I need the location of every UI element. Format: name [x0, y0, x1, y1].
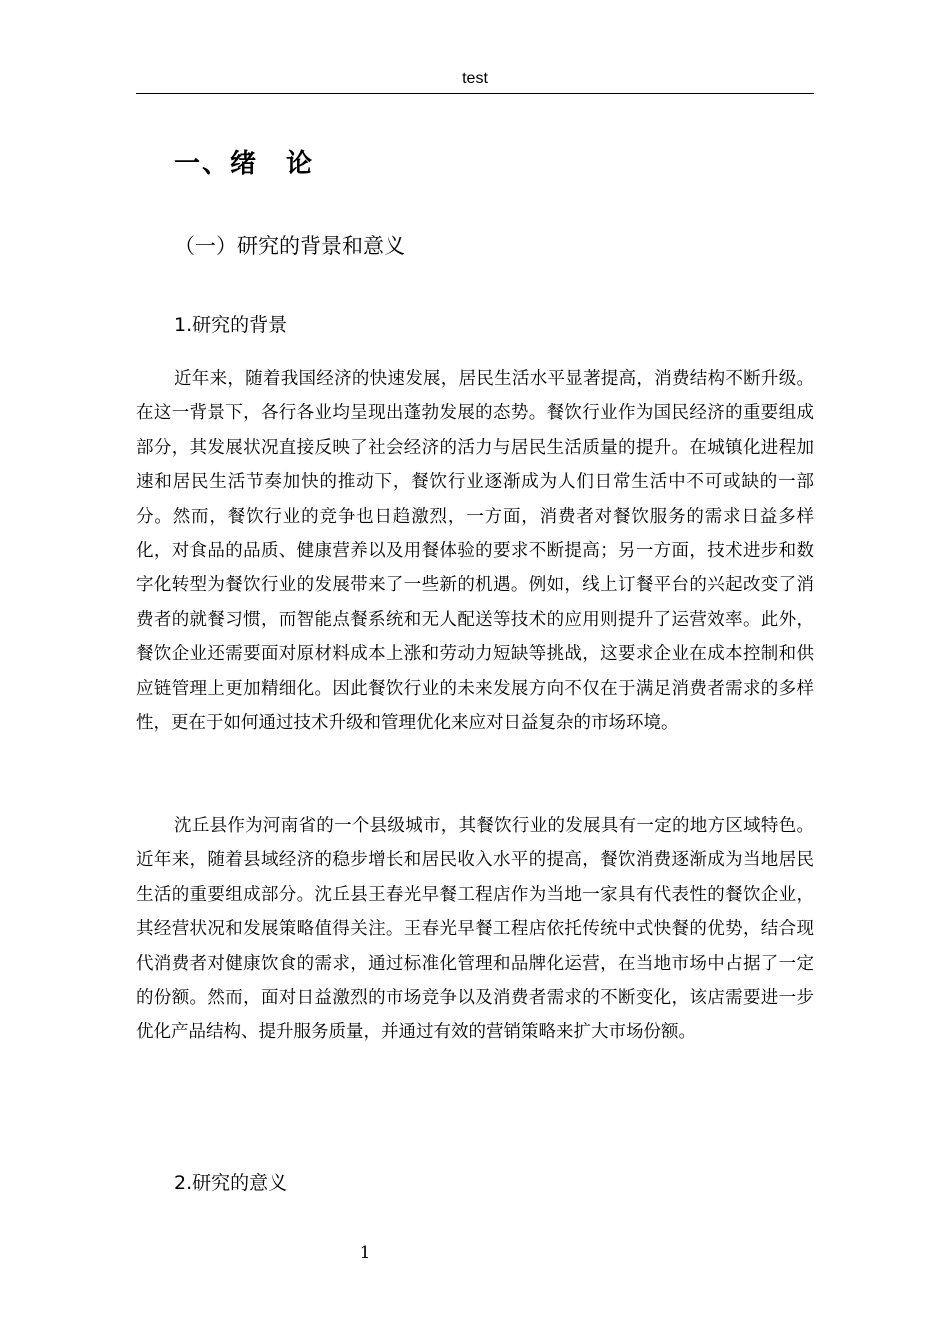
subsection-heading-significance: 2.研究的意义: [174, 1172, 288, 1194]
subsection-heading-background: 1.研究的背景: [174, 314, 288, 336]
header-divider: [136, 93, 814, 94]
body-paragraph: 近年来，随着我国经济的快速发展，居民生活水平显著提高，消费结构不断升级。在这一背景下，各行各业均呈现出蓬勃发展的态势。餐饮行业作为国民经济的重要组成部分，其发展状况直接反映了社会经济的活力与居民生活质量的提升。在城镇化进程加速和居民生活节奏加快的推动下，餐饮行业逐渐成为人们日常生活中不可或缺的一部分。然而，餐饮行业的竞争也日趋激烈，一方面，消费者对餐饮服务的需求日益多样化，对食品的品质、健康营养以及用餐体验的要求不断提高；另一方面，技术进步和数字化转型为餐饮行业的发展带来了一些新的机遇。例如，线上订餐平台的兴起改变了消费者的就餐习惯，而智能点餐系统和无人配送等技术的应用则提升了运营效率。此外，餐饮企业还需要面对原材料成本上涨和劳动力短缺等挑战，这要求企业在成本控制和供应链管理上更加精细化。因此餐饮行业的未来发展方向不仅在于满足消费者需求的多样性，更在于如何通过技术升级和管理优化来应对日益复杂的市场环境。: [136, 369, 814, 734]
page-header: test: [462, 70, 488, 87]
chapter-heading: 一、绪 论: [174, 149, 315, 179]
page-number: 1: [359, 1243, 371, 1263]
section-heading: （一）研究的背景和意义: [174, 234, 405, 258]
body-paragraph: 沈丘县作为河南省的一个县级城市，其餐饮行业的发展具有一定的地方区域特色。近年来，随着县域经济的稳步增长和居民收入水平的提高，餐饮消费逐渐成为当地居民生活的重要组成部分。沈丘县王春光早餐工程店作为当地一家具有代表性的餐饮企业，其经营状况和发展策略值得关注。王春光早餐工程店依托传统中式快餐的优势，结合现代消费者对健康饮食的需求，通过标准化管理和品牌化运营，在当地市场中占据了一定的份额。然而，面对日益激烈的市场竞争以及消费者需求的不断变化，该店需要进一步优化产品结构、提升服务质量，并通过有效的营销策略来扩大市场份额。: [136, 816, 814, 1043]
